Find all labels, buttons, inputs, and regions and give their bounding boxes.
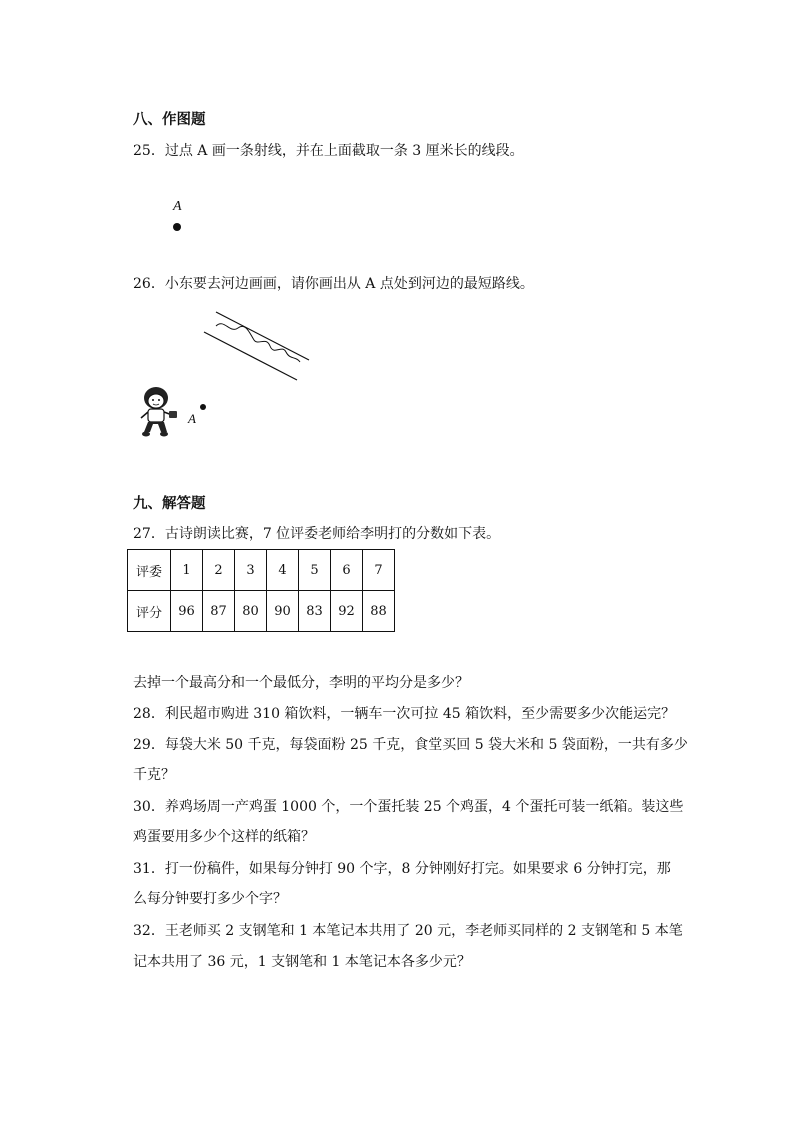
table-row-scores (128, 591, 395, 632)
point-a-label-2: A (188, 411, 196, 426)
score-table (127, 549, 395, 632)
table-row-judges (128, 550, 395, 591)
point-a-dot (173, 223, 181, 231)
question-26: 26．小东要去河边画画，请你画出从 A 点处到河边的最短路线。 (133, 276, 534, 292)
table-cell: 83 (299, 591, 331, 632)
section-9-title: 九、解答题 (133, 496, 206, 512)
question-32-line-2: 记本共用了 36 元，1 支钢笔和 1 本笔记本各多少元？ (133, 954, 471, 970)
table-cell: 90 (267, 591, 299, 632)
question-30-line-1: 30．养鸡场周一产鸡蛋 1000 个，一个蛋托装 25 个鸡蛋，4 个蛋托可装一纸箱。装这些 (133, 799, 684, 815)
table-header-score: 评分 (128, 591, 171, 632)
table-header-judge: 评委 (128, 550, 171, 591)
table-cell: 6 (331, 550, 363, 591)
question-27-followup: 去掉一个最高分和一个最低分，李明的平均分是多少？ (133, 675, 469, 691)
table-cell: 88 (363, 591, 395, 632)
river-bank-lower (204, 332, 297, 380)
table-cell: 87 (203, 591, 235, 632)
river-illustration (200, 308, 315, 386)
point-a-dot-2 (200, 404, 206, 410)
section-8-title: 八、作图题 (133, 112, 206, 128)
question-30-line-2: 鸡蛋要用多少个这样的纸箱？ (133, 829, 315, 845)
table-cell: 2 (203, 550, 235, 591)
question-29-line-2: 千克？ (133, 767, 175, 783)
question-31-line-1: 31．打一份稿件，如果每分钟打 90 个字，8 分钟刚好打完。如果要求 6 分钟打完，那 (133, 861, 671, 877)
table-cell: 7 (363, 550, 395, 591)
table-cell: 4 (267, 550, 299, 591)
table-cell: 5 (299, 550, 331, 591)
question-25: 25．过点 A 画一条射线，并在上面截取一条 3 厘米长的线段。 (133, 143, 524, 159)
table-cell: 3 (235, 550, 267, 591)
river-bank-upper (216, 312, 309, 360)
table-cell: 1 (171, 550, 203, 591)
question-27: 27．古诗朗读比赛，7 位评委老师给李明打的分数如下表。 (133, 526, 501, 542)
table-cell: 92 (331, 591, 363, 632)
question-29-line-1: 29．每袋大米 50 千克，每袋面粉 25 千克，食堂买回 5 袋大米和 5 袋面粉，一共有多少 (133, 737, 688, 753)
question-28: 28．利民超市购进 310 箱饮料，一辆车一次可拉 45 箱饮料，至少需要多少次能运完？ (133, 706, 676, 722)
girl-icon (136, 384, 184, 438)
point-a-label: A (173, 199, 182, 214)
table-cell: 96 (171, 591, 203, 632)
table-cell: 80 (235, 591, 267, 632)
question-31-line-2: 么每分钟要打多少个字？ (133, 891, 287, 907)
river-wave (216, 324, 300, 362)
question-32-line-1: 32．王老师买 2 支钢笔和 1 本笔记本共用了 20 元，李老师买同样的 2 支钢笔和 5 本笔 (133, 923, 683, 939)
